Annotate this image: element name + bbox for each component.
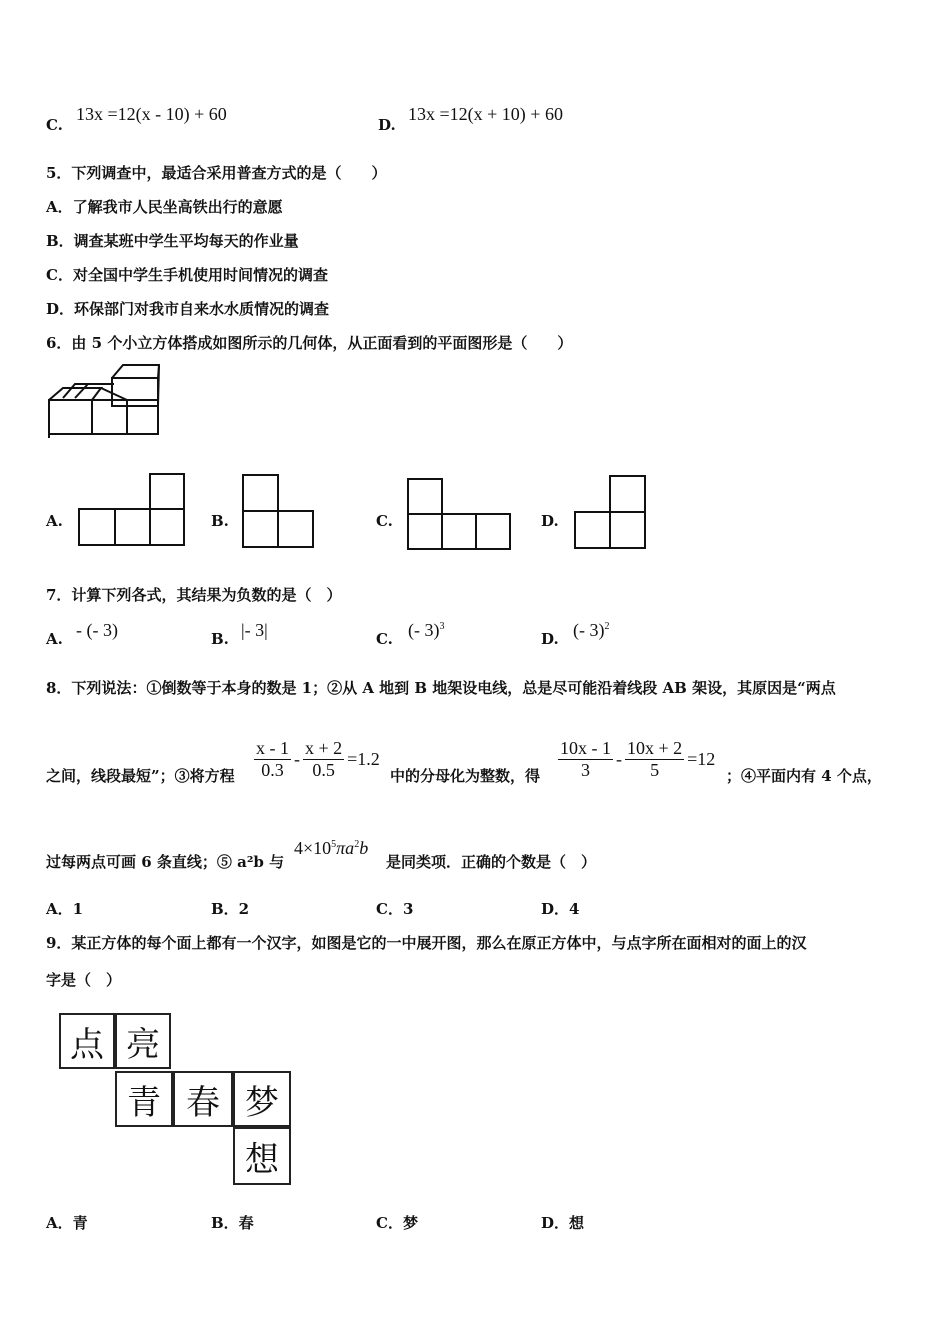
q8-line3-b: 是同类项．正确的个数是（ ） bbox=[386, 853, 597, 871]
q8-option-d: D．4 bbox=[541, 900, 580, 918]
q6-option-b-label: B. bbox=[211, 512, 229, 530]
q8-frac-4 bbox=[625, 738, 684, 781]
q7-option-b-expr: |- 3| bbox=[241, 620, 268, 640]
net-cell-dian: 点 bbox=[59, 1013, 115, 1069]
q8-formula-b: b bbox=[359, 838, 369, 858]
q8-formula-exp2: 2 bbox=[354, 839, 360, 850]
q8-frac-1 bbox=[254, 738, 291, 781]
q8-frac-2-den: 0.5 bbox=[312, 760, 335, 780]
q6-option-b-figure bbox=[242, 474, 316, 550]
q8-line1: 8．下列说法：①倒数等于本身的数是 1；②从 A 地到 B 地架设电线，总是尽可能沿着线段 AB 架设，其原因是“两点 bbox=[46, 679, 836, 697]
q7-question: 7．计算下列各式，其结果为负数的是（ ） bbox=[46, 586, 342, 604]
q8-option-c: C．3 bbox=[376, 900, 414, 918]
q7-option-c-expr bbox=[408, 620, 444, 641]
q7-option-c-base: (- 3) bbox=[408, 620, 440, 640]
q8-minus-1: - bbox=[294, 749, 300, 769]
q7-option-c-label: C. bbox=[376, 630, 393, 648]
q4-option-c-formula: 13x =12(x - 10) + 60 bbox=[76, 104, 227, 124]
q9-line1: 9．某正方体的每个面上都有一个汉字，如图是它的一中展开图，那么在原正方体中，与点字所在面相对的面上的汉 bbox=[46, 934, 807, 952]
q4-option-c-label: C. bbox=[46, 116, 63, 134]
q5-option-c: C．对全国中学生手机使用时间情况的调查 bbox=[46, 266, 328, 284]
q6-question: 6．由 5 个小立方体搭成如图所示的几何体，从正面看到的平面图形是（ ） bbox=[46, 334, 573, 352]
q6-option-d-figure bbox=[574, 475, 648, 551]
q8-minus-2: - bbox=[616, 749, 622, 769]
q7-option-d-exponent: 2 bbox=[604, 621, 610, 632]
net-cell-xiang: 想 bbox=[233, 1127, 291, 1185]
q6-option-c-figure bbox=[407, 478, 513, 552]
q8-frac-3 bbox=[558, 738, 613, 781]
q7-option-b-label: B. bbox=[211, 630, 229, 648]
q8-formula-exp: 5 bbox=[331, 839, 337, 850]
q9-line2: 字是（ ） bbox=[46, 971, 122, 989]
net-cell-liang: 亮 bbox=[115, 1013, 171, 1069]
q6-option-a-figure bbox=[78, 472, 188, 550]
q8-frac-1-num: x - 1 bbox=[256, 738, 289, 758]
q8-frac-2 bbox=[303, 738, 344, 781]
q8-frac-1-den: 0.3 bbox=[261, 760, 284, 780]
q8-frac-2-num: x + 2 bbox=[305, 738, 343, 758]
q8-frac-4-den: 5 bbox=[650, 760, 660, 780]
q8-eq-1: =1.2 bbox=[347, 749, 380, 769]
q7-option-d-label: D. bbox=[541, 630, 559, 648]
q7-option-a-label: A. bbox=[46, 630, 63, 648]
q6-option-d-label: D. bbox=[541, 512, 559, 530]
q8-frac-3-num: 10x - 1 bbox=[560, 738, 611, 758]
q5-option-d: D．环保部门对我市自来水水质情况的调查 bbox=[46, 300, 330, 318]
q8-line2-a: 之间，线段最短”；③将方程 bbox=[46, 767, 235, 785]
q6-option-c-label: C. bbox=[376, 512, 393, 530]
q9-option-c: C．梦 bbox=[376, 1214, 418, 1232]
q8-option-b: B．2 bbox=[211, 900, 250, 918]
q4-option-d-formula: 13x =12(x + 10) + 60 bbox=[408, 104, 563, 124]
q8-equation-1 bbox=[254, 738, 383, 781]
q8-frac-3-den: 3 bbox=[581, 760, 590, 780]
net-cell-qing: 青 bbox=[115, 1071, 173, 1127]
q8-eq-2: =12 bbox=[687, 749, 716, 769]
q9-option-d: D．想 bbox=[541, 1214, 585, 1232]
q8-line3-formula bbox=[294, 838, 368, 859]
q5-option-a: A．了解我市人民坐高铁出行的意愿 bbox=[46, 198, 283, 216]
q8-formula-pi-a: πa bbox=[336, 838, 355, 858]
q7-option-a-expr: - (- 3) bbox=[76, 620, 118, 640]
q6-cube-figure bbox=[44, 360, 164, 442]
q8-line2-b: 中的分母化为整数，得 bbox=[390, 767, 541, 785]
q7-option-d-base: (- 3) bbox=[573, 620, 605, 640]
q8-line3-a: 过每两点可画 6 条直线；⑤ a²b 与 bbox=[46, 853, 285, 871]
net-cell-meng: 梦 bbox=[233, 1071, 291, 1127]
q5-option-b: B．调查某班中学生平均每天的作业量 bbox=[46, 232, 299, 250]
q9-option-a: A．青 bbox=[46, 1214, 88, 1232]
q8-line2-c: ；④平面内有 4 个点， bbox=[726, 767, 882, 785]
q8-equation-2 bbox=[558, 738, 718, 781]
q8-frac-4-num: 10x + 2 bbox=[627, 738, 683, 758]
q4-option-d-label: D. bbox=[378, 116, 396, 134]
net-cell-chun: 春 bbox=[173, 1071, 233, 1127]
q7-option-d-expr bbox=[573, 620, 609, 641]
q7-option-c-exponent: 3 bbox=[439, 621, 445, 632]
q6-option-a-label: A. bbox=[46, 512, 63, 530]
q9-option-b: B．春 bbox=[211, 1214, 254, 1232]
q5-question: 5．下列调查中，最适合采用普查方式的是（ ） bbox=[46, 164, 387, 182]
q8-formula-base: 4×10 bbox=[294, 838, 332, 858]
q8-option-a: A．1 bbox=[46, 900, 84, 918]
